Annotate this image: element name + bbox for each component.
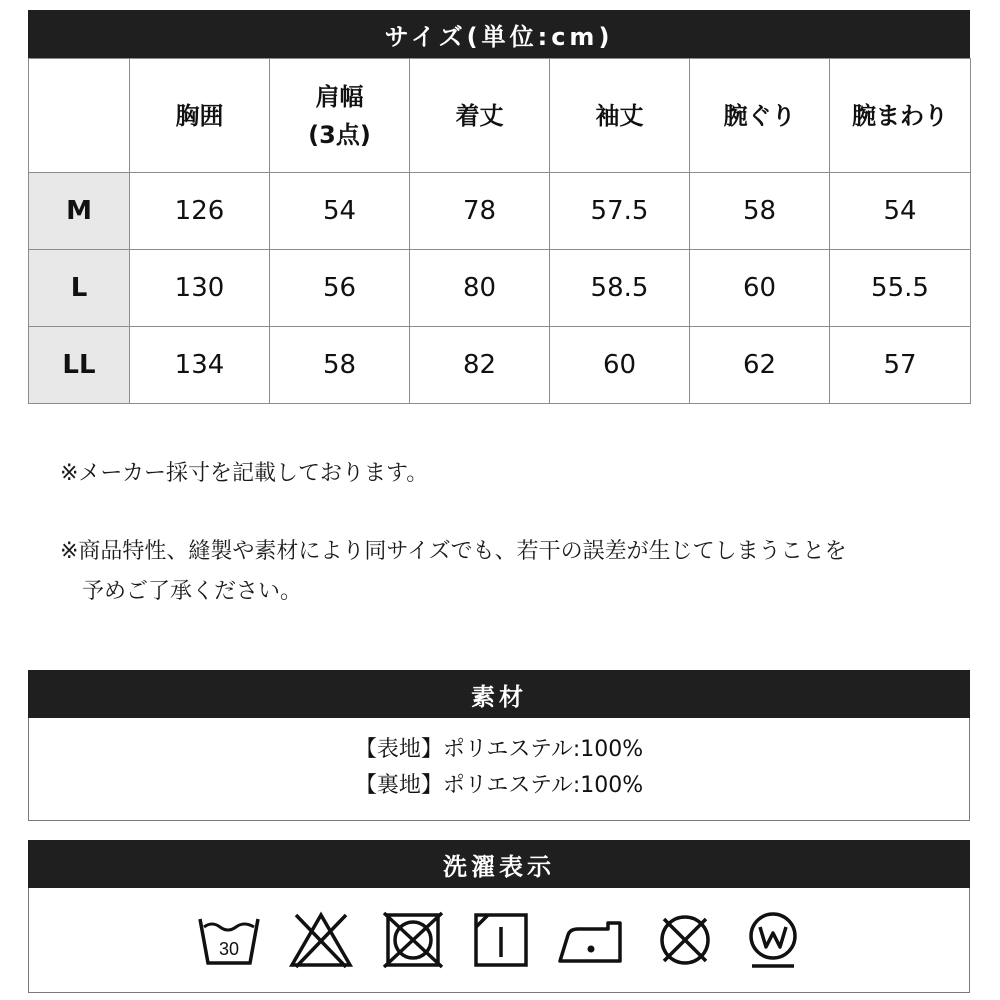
table-cell: 80: [410, 250, 550, 327]
size-table: [28, 58, 971, 404]
table-cell: 130: [130, 250, 270, 327]
table-header-row: [29, 59, 971, 173]
table-row: [29, 250, 971, 327]
table-cell: 62: [690, 327, 830, 404]
variance-note-line2: 予めご了承ください。: [82, 579, 303, 604]
variance-note-line1: ※商品特性、縫製や素材により同サイズでも、若干の誤差が生じてしまうことを: [60, 539, 847, 564]
no-dry-clean-icon: [652, 911, 718, 969]
table-cell: 54: [270, 173, 410, 250]
material-section-title: 素材: [28, 670, 970, 718]
material-lining-line: 【裏地】ポリエステル:100%: [354, 773, 644, 798]
table-cell: 134: [130, 327, 270, 404]
material-box: [28, 718, 970, 821]
table-cell: 58.5: [550, 250, 690, 327]
row-size-label: LL: [29, 327, 130, 404]
column-header: 腕ぐり: [690, 59, 830, 173]
table-cell: 78: [410, 173, 550, 250]
table-cell: 82: [410, 327, 550, 404]
iron-low-icon: [556, 911, 626, 969]
no-bleach-icon: [288, 911, 354, 969]
measurement-note: ※メーカー採寸を記載しております。: [60, 461, 429, 486]
table-row: [29, 327, 971, 404]
table-cell: 60: [550, 327, 690, 404]
wash-30-icon: [196, 911, 262, 969]
variance-note: [60, 532, 847, 612]
table-cell: 57.5: [550, 173, 690, 250]
table-cell: 55.5: [830, 250, 971, 327]
column-header: 胸囲: [130, 59, 270, 173]
table-cell: 60: [690, 250, 830, 327]
row-size-label: L: [29, 250, 130, 327]
column-header: 肩幅 (3点): [270, 59, 410, 173]
row-size-label: M: [29, 173, 130, 250]
size-section-title: サイズ(単位:cm): [28, 10, 970, 58]
wet-clean-w-icon: [744, 909, 802, 971]
table-corner-cell: [29, 59, 130, 173]
column-header: 袖丈: [550, 59, 690, 173]
wash-temperature-label: 30: [218, 939, 240, 959]
table-cell: 57: [830, 327, 971, 404]
table-cell: 58: [270, 327, 410, 404]
no-tumble-dry-icon: [380, 911, 446, 969]
care-box: [28, 888, 970, 993]
table-cell: 126: [130, 173, 270, 250]
line-dry-shade-icon: [472, 911, 530, 969]
table-cell: 54: [830, 173, 971, 250]
table-cell: 56: [270, 250, 410, 327]
care-section-title: 洗濯表示: [28, 840, 970, 888]
column-header: 腕まわり: [830, 59, 971, 173]
table-cell: 58: [690, 173, 830, 250]
column-header: 着丈: [410, 59, 550, 173]
material-outer-line: 【表地】ポリエステル:100%: [354, 737, 644, 762]
table-row: [29, 173, 971, 250]
